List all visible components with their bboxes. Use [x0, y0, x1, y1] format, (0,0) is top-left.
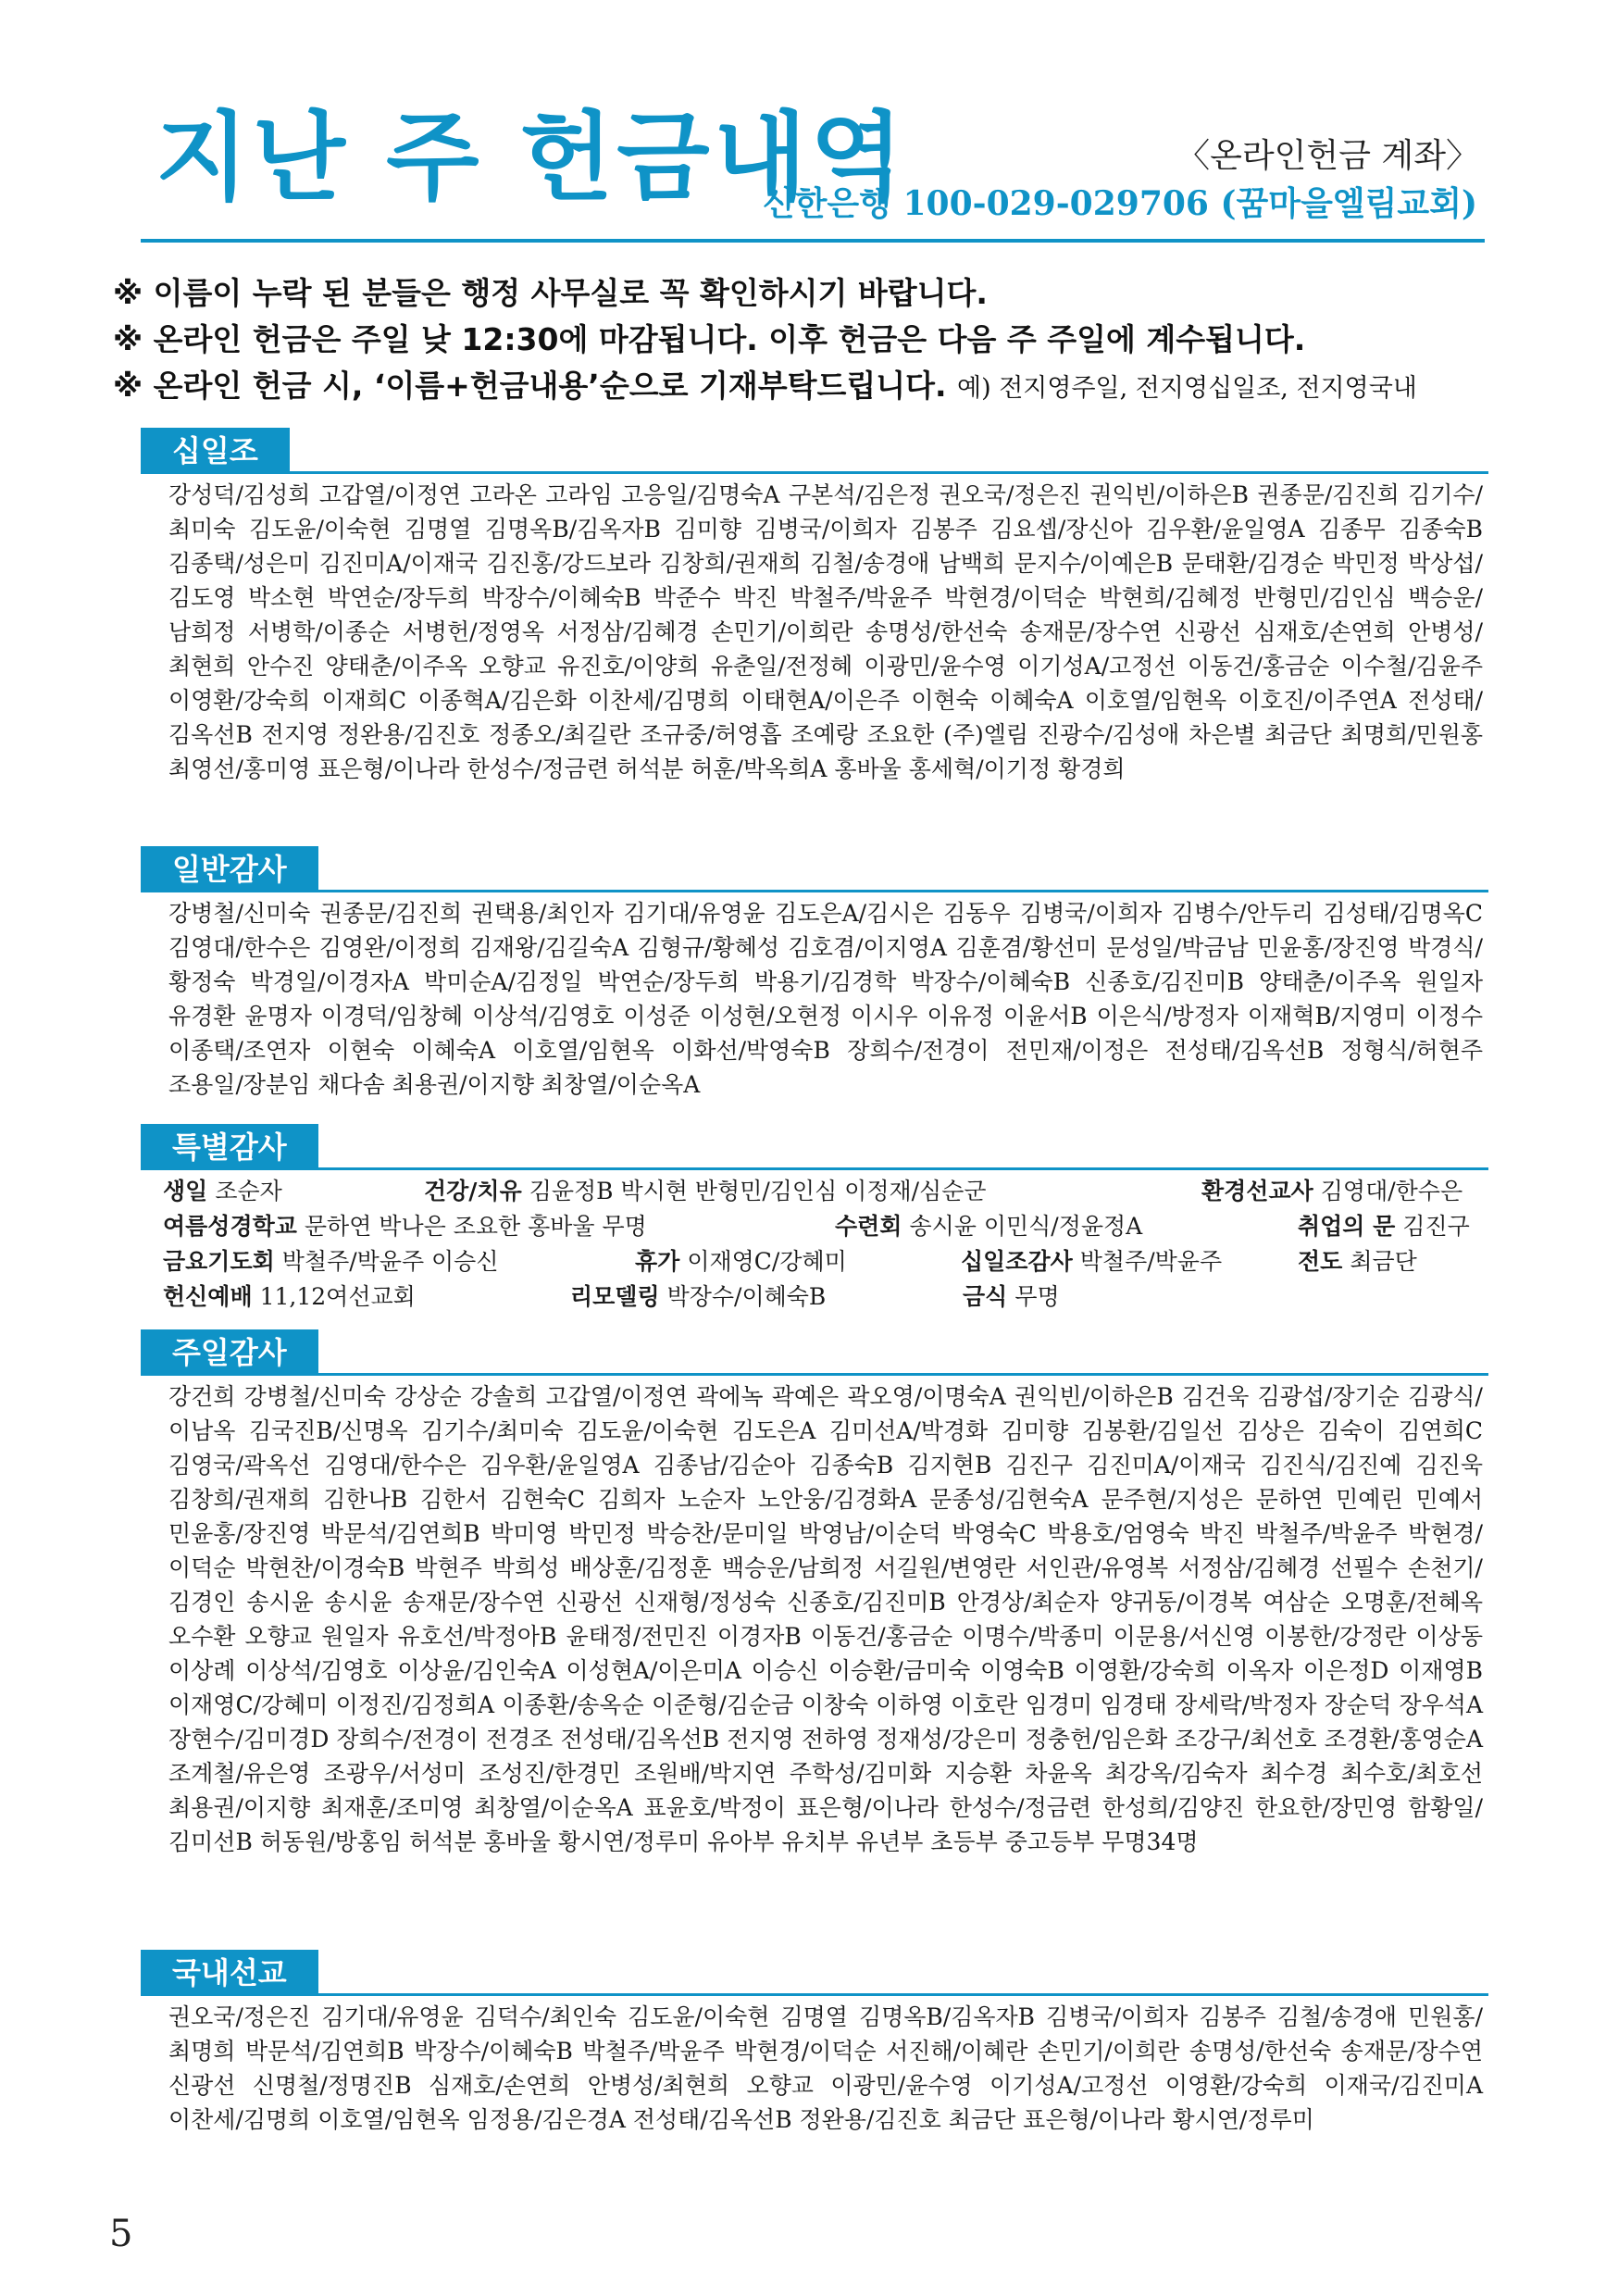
- special-category: 전도: [1298, 1248, 1343, 1275]
- special-thanks-grid: [141, 1170, 1488, 1315]
- special-item: [163, 1174, 282, 1209]
- notice-text: ※ 온라인 헌금 시, ‘이름+헌금내용’순으로 기재부탁드립니다.: [113, 368, 947, 404]
- special-names: 박철주/박윤주 이승신: [281, 1248, 499, 1275]
- special-names: 최금단: [1350, 1248, 1417, 1275]
- donor-names: 강건희 강병철/신미숙 강상순 강솔희 고갑열/이정연 곽에녹 곽예은 곽오영/이명숙A 권익빈/이하은B 김건욱 김광섭/장기순 김광식/이남옥 김국진B/신명옥 김기수/최미숙 김도윤/이숙현 김도은A 김미선A/박경화 김미향 김봉환/김일선 김상은 김숙이 김연희C 김영국/곽옥선 김영대/한수은 김우환/윤일영A 김종남/김순아 김종숙B 김지현B 김진구 김진미A/이재국 김진식/김진예 김진욱 김창희/권재희 김한나B 김한서 김현숙C 김희자 노순자 노안웅/김경화A 문종성/김현숙A 문주현/지성은 문하연 민예린 민예서 민윤홍/장진영 박문석/김연희B 박미영 박민정 박승찬/문미일 박영남/이순덕 박영숙C 박용호/엄영숙 박진 박철주/박윤주 박현경/이덕순 박현찬/이경숙B 박현주 박희성 배상훈/김정훈 백승운/남희정 서길원/변영란 서인관/유영복 서정삼/김혜경 선필수 손천기/김경인 송시윤 송시윤 송재문/장수연 신광선 신재형/정성숙 신종호/김진미B 안경상/최순자 양귀동/이경복 여삼순 오명훈/전혜옥 오수환 오향교 원일자 유호선/박정아B 윤태정/전민진 이경자B 이동건/홍금순 이명수/박종미 이문용/서신영 이봉한/강정란 이상동 이상례 이상석/김영호 이상윤/김인숙A 이성현A/이은미A 이승신 이승환/금미숙 이영숙B 이영환/강숙희 이옥자 이은정D 이재영B 이재영C/강혜미 이정진/김정희A 이종환/송옥순 이준형/김순금 이창숙 이하영 이호란 임경미 임경태 장세락/박정자 장순덕 장우석A 장현수/김미경D 장희수/전경이 전경조 전성태/김옥선B 전지영 전하영 정재성/강은미 정충헌/임은화 조강구/최선호 조경환/홍영순A 조계철/유은영 조광우/서성미 조성진/한경민 조원배/박지연 주학성/김미화 지승환 차윤옥 최강옥/김숙자 최수경 최수호/최호선 최용권/이지향 최재훈/조미영 최창열/이순옥A 표윤호/박정이 표은형/이나라 한성수/정금련 한성희/김양진 한요한/장민영 함황일/김미선B 허동원/방홍임 허석분 홍바울 황시연/정루미 유아부 유치부 유년부 초등부 중고등부 무명34명: [168, 1383, 1483, 1855]
- special-item: [835, 1209, 1142, 1244]
- special-category: 취업의 문: [1298, 1213, 1396, 1240]
- special-names: 무명: [1014, 1283, 1060, 1310]
- special-category: 휴가: [635, 1248, 680, 1275]
- special-item: [1298, 1244, 1417, 1279]
- special-item: [1201, 1174, 1462, 1209]
- page-title: 지난 주 헌금내역: [156, 101, 907, 214]
- special-row: [163, 1209, 1488, 1244]
- donor-names: 강성덕/김성희 고갑열/이정연 고라온 고라임 고응일/김명숙A 구본석/김은정 권오국/정은진 권익빈/이하은B 권종문/김진희 김기수/최미숙 김도윤/이숙현 김명열 김명옥B/김옥자B 김미향 김병국/이희자 김봉주 김요셉/장신아 김우환/윤일영A 김종무 김종숙B 김종택/성은미 김진미A/이재국 김진홍/강드보라 김창희/권재희 김철/송경애 남백희 문지수/이예은B 문태환/김경순 박민정 박상섭/김도영 박소현 박연순/장두희 박장수/이혜숙B 박준수 박진 박철주/박윤주 박현경/이덕순 박현희/김혜정 반형민/김인심 백승운/남희정 서병학/이종순 서병헌/정영옥 서정삼/김혜경 손민기/이희란 송명성/한선숙 송재문/장수연 신광선 심재호/손연희 안병성/최현희 안수진 양태춘/이주옥 오향교 유진호/이양희 유춘일/전정혜 이광민/윤수영 이기성A/고정선 이동건/홍금순 이수철/김윤주 이영환/강숙희 이재희C 이종혁A/김은화 이찬세/김명희 이태현A/이은주 이현숙 이혜숙A 이호열/임현옥 이호진/이주연A 전성태/김옥선B 전지영 정완용/김진호 정종오/최길란 조규중/허영흡 조예랑 조요한 (주)엘림 진광수/김성애 차은별 최금단 최명희/민원홍 최영선/홍미영 표은형/이나라 한성수/정금련 허석분 허훈/박옥희A 홍바울 홍세혁/이기정 황경희: [168, 481, 1483, 782]
- donor-names: 강병철/신미숙 권종문/김진희 권택용/최인자 김기대/유영윤 김도은A/김시은 김동우 김병국/이희자 김병수/안두리 김성태/김명옥C 김영대/한수은 김영완/이정희 김재왕/김길숙A 김형규/황혜성 김호겸/이지영A 김훈겸/황선미 문성일/박금남 민윤홍/장진영 박경식/황정숙 박경일/이경자A 박미순A/김정일 박연순/장두희 박용기/김경학 박장수/이혜숙B 신종호/김진미B 양태춘/이주옥 원일자 유경환 윤명자 이경덕/임창혜 이상석/김영호 이성준 이성현/오현정 이시우 이유정 이윤서B 이은식/방정자 이재혁B/지영미 이정수 이종택/조연자 이현숙 이혜숙A 이호열/임현옥 이화선/박영숙B 장희수/전경이 전민재/이정은 전성태/김옥선B 정형식/허현주 조용일/장분임 채다솜 최용권/이지향 최창열/이순옥A: [168, 900, 1483, 1098]
- notice-example: 예) 전지영주일, 전지영십일조, 전지영국내: [957, 374, 1417, 403]
- notice-text: ※ 이름이 누락 된 분들은 행정 사무실로 꼭 확인하시기 바랍니다.: [113, 275, 988, 311]
- section-label: 십일조: [141, 428, 290, 474]
- special-item: [961, 1244, 1222, 1279]
- special-category: 생일: [163, 1178, 208, 1204]
- special-item: [570, 1279, 826, 1315]
- special-names: 송시윤 이민식/정윤정A: [909, 1213, 1143, 1240]
- special-row: [163, 1174, 1488, 1209]
- special-row: [163, 1279, 1488, 1315]
- section-rule: [141, 1373, 1488, 1376]
- section-header: [141, 1329, 1488, 1376]
- special-row: [163, 1244, 1488, 1279]
- section-label: 일반감사: [141, 846, 318, 892]
- special-names: 김윤정B 박시현 반형민/김인심 이정재/심순군: [529, 1178, 987, 1204]
- account-label: 〈온라인헌금 계좌〉: [1176, 137, 1479, 175]
- page-number: 5: [109, 2213, 133, 2255]
- section-domestic-missions: [141, 1950, 1488, 2137]
- section-header: [141, 428, 1488, 474]
- special-category: 여름성경학교: [163, 1213, 297, 1240]
- special-names: 박장수/이혜숙B: [666, 1283, 827, 1310]
- special-category: 금식: [963, 1283, 1008, 1310]
- special-item: [163, 1279, 416, 1315]
- notice-item: [113, 363, 1492, 412]
- special-names: 문하연 박나은 조요한 홍바울 무명: [304, 1213, 647, 1240]
- special-category: 금요기도회: [163, 1248, 275, 1275]
- section-header: [141, 846, 1488, 892]
- special-item: [635, 1244, 847, 1279]
- special-item: [1298, 1209, 1470, 1244]
- section-sunday-thanks: [141, 1329, 1488, 1859]
- special-names: 이재영C/강혜미: [687, 1248, 847, 1275]
- special-category: 환경선교사: [1201, 1178, 1313, 1204]
- special-names: 박철주/박윤주: [1079, 1248, 1223, 1275]
- special-category: 수련회: [835, 1213, 902, 1240]
- special-names: 김진구: [1402, 1213, 1470, 1240]
- special-category: 리모델링: [570, 1283, 660, 1310]
- notice-item: [113, 270, 1492, 317]
- special-item: [163, 1209, 647, 1244]
- notice-item: [113, 317, 1492, 363]
- special-category: 십일조감사: [961, 1248, 1073, 1275]
- special-category: 헌신예배: [163, 1283, 253, 1310]
- special-category: 건강/치유: [424, 1178, 522, 1204]
- section-rule: [141, 1167, 1488, 1170]
- title-divider: [141, 239, 1485, 243]
- special-names: 조순자: [215, 1178, 282, 1204]
- special-item: [424, 1174, 987, 1209]
- section-tithe: [141, 428, 1488, 786]
- section-header: [141, 1950, 1488, 1996]
- section-rule: [141, 890, 1488, 892]
- section-header: [141, 1124, 1488, 1170]
- section-special-thanks: [141, 1124, 1488, 1315]
- special-item: [963, 1279, 1060, 1315]
- section-rule: [141, 471, 1488, 474]
- special-names: 김영대/한수은: [1320, 1178, 1463, 1204]
- section-label: 국내선교: [141, 1950, 318, 1996]
- account-info: 신한은행 100-029-029706 (꿈마을엘림교회): [762, 184, 1477, 223]
- notice-list: [113, 270, 1492, 412]
- special-names: 11,12여선교회: [259, 1283, 416, 1310]
- section-rule: [141, 1993, 1488, 1996]
- section-label: 주일감사: [141, 1329, 318, 1376]
- section-general-thanks: [141, 846, 1488, 1102]
- section-label: 특별감사: [141, 1124, 318, 1170]
- special-item: [163, 1244, 499, 1279]
- donor-names: 권오국/정은진 김기대/유영윤 김덕수/최인숙 김도윤/이숙현 김명열 김명옥B/김옥자B 김병국/이희자 김봉주 김철/송경애 민원홍/최명희 박문석/김연희B 박장수/이혜숙B 박철주/박윤주 박현경/이덕순 서진해/이혜란 손민기/이희란 송명성/한선숙 송재문/장수연 신광선 신명철/정명진B 심재호/손연희 안병성/최현희 오향교 이광민/윤수영 이기성A/고정선 이영환/강숙희 이재국/김진미A 이찬세/김명희 이호열/임현옥 임정용/김은경A 전성태/김옥선B 정완용/김진호 최금단 표은형/이나라 황시연/정루미: [168, 2003, 1483, 2133]
- notice-text: ※ 온라인 헌금은 주일 낮 12:30에 마감됩니다. 이후 헌금은 다음 주 주일에 계수됩니다.: [113, 321, 1306, 357]
